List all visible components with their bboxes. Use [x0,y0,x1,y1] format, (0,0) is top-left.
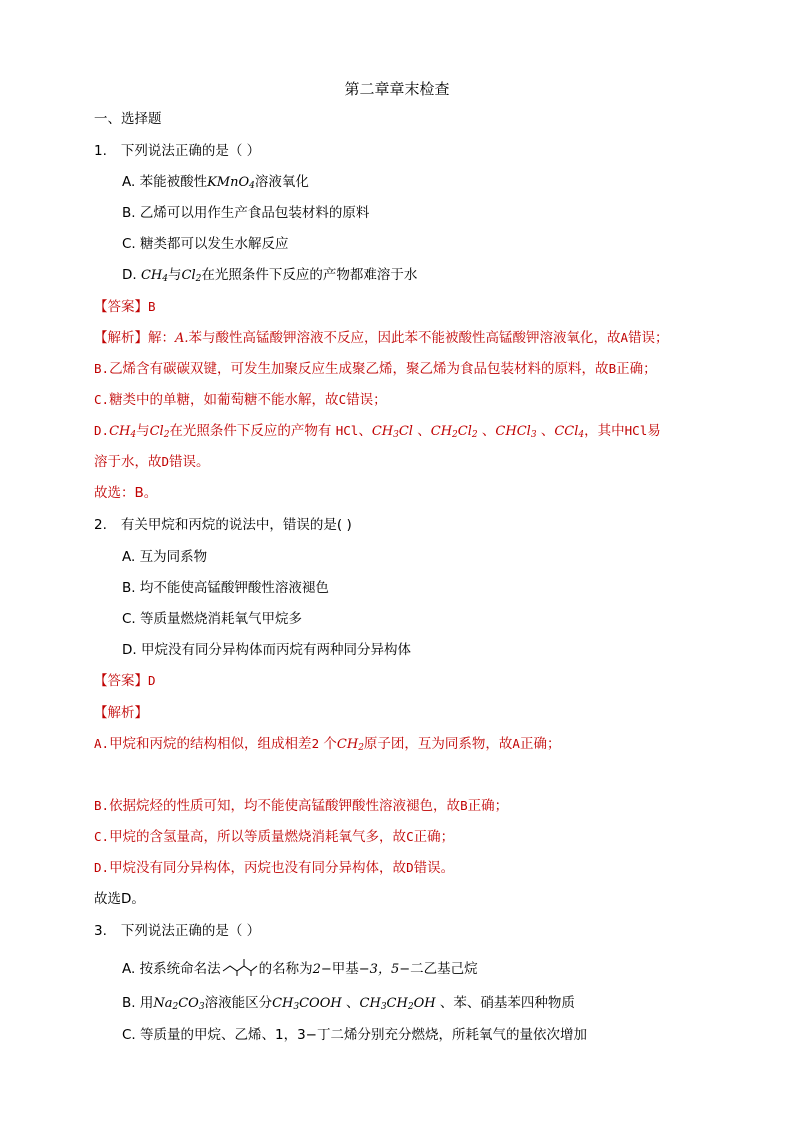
analysis-label: 【解析】 [94,330,148,346]
formula-cl2: $Cl_2$ [181,268,202,284]
q3-option-a: A. 按系统命名法 的名称为2−甲基−3，5−二乙基己烷 [122,957,478,980]
q1-answer: 【答案】B [94,299,156,315]
section-heading: 一、选择题 [94,111,162,127]
q3-stem: 3. 下列说法正确的是（ ） [94,923,261,939]
q1-number: 1. [94,143,107,159]
q1-option-b: B. 乙烯可以用作生产食品包装材料的原料 [122,205,370,221]
q3-number: 3. [94,923,107,939]
q2-explanation-d: D.甲烷没有同分异构体，丙烷也没有同分异构体，故D错误。 [94,860,455,876]
q1-option-a: A. 苯能被酸性KMnO$_4$溶液氧化 [122,174,309,191]
q1-conclusion: 故选：B。 [94,485,158,501]
q1-explanation-a: 【解析】解：A.苯与酸性高锰酸钾溶液不反应，因此苯不能被酸性高锰酸钾溶液氧化，故A错误； [94,330,669,346]
formula-kmno4: KMnO$_4$ [207,175,255,191]
q2-explanation-b: B.依据烷烃的性质可知，均不能使高锰酸钾酸性溶液褪色，故B正确； [94,798,509,814]
q2-number: 2. [94,517,107,533]
q2-stem: 2. 有关甲烷和丙烷的说法中，错误的是( ) [94,517,352,533]
q2-option-a: A. 互为同系物 [122,549,208,565]
q1-explanation-d-cont: 溶于水，故D错误。 [94,454,210,470]
q1-option-d: D. $CH_4$与$Cl_2$在光照条件下反应的产物都难溶于水 [122,267,418,284]
q2-explanation-c: C.甲烷的含氢量高，所以等质量燃烧消耗氧气多，故C正确； [94,829,455,845]
q1-explanation-c: C.糖类中的单糖，如葡萄糖不能水解，故C错误； [94,392,387,408]
q1-explanation-b: B.乙烯含有碳碳双键，可发生加聚反应生成聚乙烯，聚乙烯为食品包装材料的原料，故B正确； [94,361,657,377]
q3-option-c: C. 等质量的甲烷、乙烯、1，3−丁二烯分别充分燃烧，所耗氧气的量依次增加 [122,1027,587,1043]
q2-conclusion: 故选D。 [94,891,145,907]
q2-option-b: B. 均不能使高锰酸钾酸性溶液褪色 [122,580,329,596]
q1-stem [94,141,260,161]
q3-option-b: B. 用$Na_2CO_3$溶液能区分$CH_3COOH$ 、$CH_3CH_2OH$ 、苯、硝基苯四种物质 [122,995,575,1012]
page-title: 第二章章末检查 [344,80,450,98]
q2-explanation-a: A.甲烷和丙烷的结构相似，组成相差2 个$CH_2$原子团，互为同系物，故A正确； [94,736,561,753]
q2-option-c: C. 等质量燃烧消耗氧气甲烷多 [122,611,303,627]
answer-label: 【答案】 [94,299,148,315]
skeletal-structure-icon [222,957,258,977]
q2-answer: 【答案】D [94,673,156,689]
q2-analysis-label: 【解析】 [94,705,148,721]
q2-option-d: D. 甲烷没有同分异构体而丙烷有两种同分异构体 [122,642,411,658]
q1-text: 下列说法正确的是（ ） [120,143,261,159]
formula-ch4: $CH_4$ [140,268,169,284]
q1-explanation-d: $D.CH_4$与$Cl_2$在光照条件下反应的产物有 HCl、$CH_3Cl$ 、$CH_2Cl_2$ 、CHCl$_3$ 、CCl$_4$，其中HCl易 [94,423,661,440]
q1-option-c: C. 糖类都可以发生水解反应 [122,236,289,252]
